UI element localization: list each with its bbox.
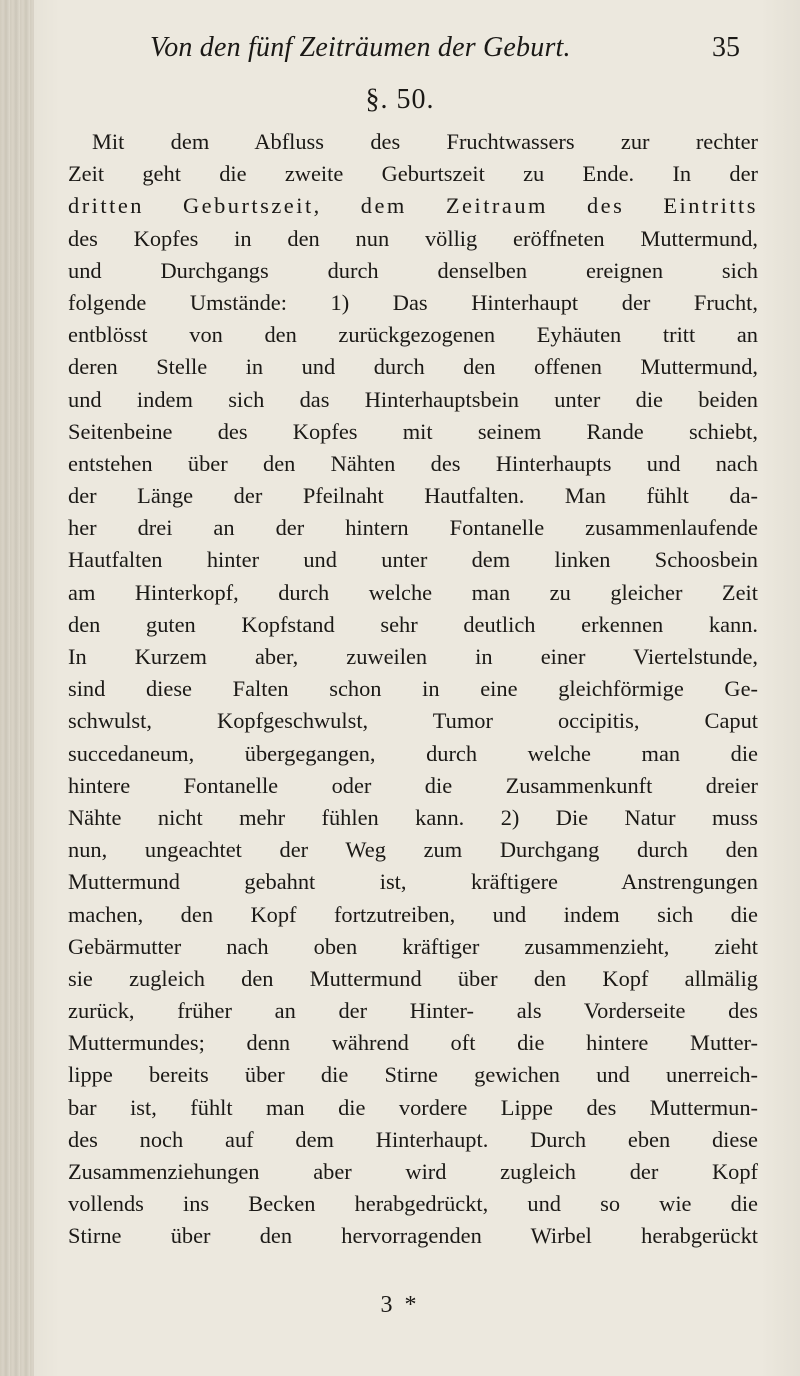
text-line: entblösst von den zurückgezogenen Eyhäuten tritt an: [68, 322, 758, 348]
text-line: entstehen über den Nähten des Hinterhaupts und nach: [68, 450, 758, 476]
text-line: und indem sich das Hinterhauptsbein unter die beiden: [68, 386, 758, 412]
text-line: der Länge der Pfeilnaht Hautfalten. Man fühlt da-: [68, 483, 758, 509]
section-heading: §. 50.: [365, 84, 435, 115]
text-line: lippe bereits über die Stirne gewichen und unerreich-: [68, 1062, 758, 1088]
text-line: bar ist, fühlt man die vordere Lippe des Muttermun-: [68, 1094, 758, 1120]
text-line: Nähte nicht mehr fühlen kann. 2) Die Natur muss: [68, 804, 758, 830]
text-line: sind diese Falten schon in eine gleichförmige Ge-: [68, 676, 758, 702]
text-line: und Durchgangs durch denselben ereignen sich: [68, 257, 758, 283]
text-line: Stirne über den hervorragenden Wirbel herabgerückt: [68, 1223, 758, 1249]
text-line: Hautfalten hinter und unter dem linken Schoosbein: [68, 547, 758, 573]
text-line: Muttermundes; denn während oft die hintere Mutter-: [68, 1030, 758, 1056]
running-header: [150, 28, 740, 68]
text-line: machen, den Kopf fortzutreiben, und indem sich die: [68, 901, 758, 927]
text-line: Gebärmutter nach oben kräftiger zusammenzieht, zieht: [68, 933, 758, 959]
text-line: schwulst, Kopfgeschwulst, Tumor occipitis, Caput: [68, 708, 758, 734]
text-line: folgende Umstände: 1) Das Hinterhaupt der Frucht,: [68, 289, 758, 315]
text-line: hintere Fontanelle oder die Zusammenkunft dreier: [68, 772, 758, 798]
text-line: Muttermund gebahnt ist, kräftigere Anstrengungen: [68, 869, 758, 895]
text-line: am Hinterkopf, durch welche man zu gleicher Zeit: [68, 579, 758, 605]
text-line: dritten Geburtszeit, dem Zeitraum des Eintritts: [68, 193, 758, 219]
page-binding-edge: [0, 0, 34, 1376]
text-line: vollends ins Becken herabgedrückt, und so wie die: [68, 1191, 758, 1217]
text-line: sie zugleich den Muttermund über den Kopf allmälig: [68, 965, 758, 991]
text-line: des noch auf dem Hinterhaupt. Durch eben diese: [68, 1126, 758, 1152]
text-line: des Kopfes in den nun völlig eröffneten Muttermund,: [68, 225, 758, 251]
text-line: nun, ungeachtet der Weg zum Durchgang durch den: [68, 837, 758, 863]
text-line: Seitenbeine des Kopfes mit seinem Rande schiebt,: [68, 418, 758, 444]
text-line: Zeit geht die zweite Geburtszeit zu Ende. In der: [68, 161, 758, 187]
text-line: her drei an der hintern Fontanelle zusammenlaufende: [68, 515, 758, 541]
text-line: In Kurzem aber, zuweilen in einer Viertelstunde,: [68, 644, 758, 669]
text-line: deren Stelle in und durch den offenen Muttermund,: [68, 354, 758, 380]
text-line: Zusammenziehungen aber wird zugleich der Kopf: [68, 1159, 758, 1184]
signature-mark: 3 *: [380, 1292, 420, 1318]
text-line: zurück, früher an der Hinter- als Vorderseite des: [68, 998, 758, 1024]
text-line: Mit dem Abfluss des Fruchtwassers zur rechter: [92, 129, 758, 154]
text-line: succedaneum, übergegangen, durch welche man die: [68, 740, 758, 766]
running-title: Von den fünf Zeiträumen der Geburt.: [150, 32, 571, 63]
page-number: 35: [712, 32, 740, 63]
text-line: den guten Kopfstand sehr deutlich erkennen kann.: [68, 611, 758, 637]
body-text: [68, 126, 758, 1253]
